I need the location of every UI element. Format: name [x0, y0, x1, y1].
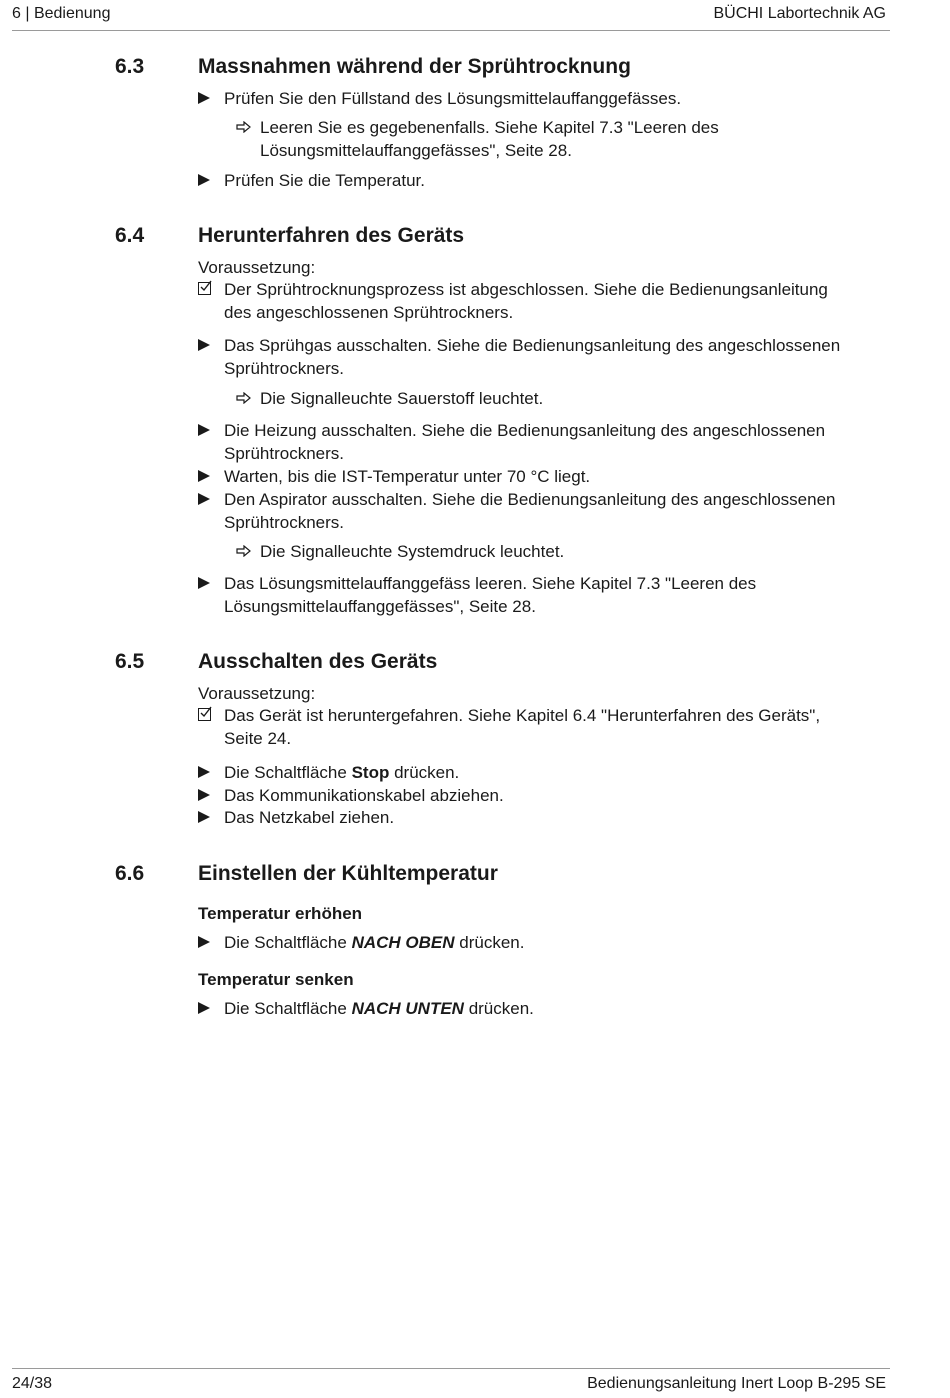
page-number: 24/38 [12, 1375, 53, 1392]
step-triangle-icon [198, 488, 218, 511]
step-triangle-icon [198, 334, 218, 357]
step-item: Das Sprühgas ausschalten. Siehe die Bedienungsanleitung des angeschlossenen Sprühtrockners. [198, 334, 888, 380]
header-company: BÜCHI Labortechnik AG [713, 5, 886, 22]
precondition-label: Voraussetzung: [198, 258, 316, 277]
step-item: Die Schaltfläche NACH UNTEN drücken. [198, 997, 888, 1020]
step-item: Das Kommunikationskabel abziehen. [198, 784, 888, 807]
result-item: Die Signalleuchte Systemdruck leuchtet. [236, 540, 886, 563]
result-item: Die Signalleuchte Sauerstoff leuchtet. [236, 387, 886, 410]
step-triangle-icon [198, 465, 218, 488]
step-triangle-icon [198, 784, 218, 807]
page-footer [12, 1368, 890, 1398]
document-title: Bedienungsanleitung Inert Loop B-295 SE [587, 1375, 886, 1392]
step-item: Den Aspirator ausschalten. Siehe die Bedienungsanleitung des angeschlossenen Sprühtrockners. [198, 488, 888, 534]
step-triangle-icon [198, 87, 218, 110]
section-title: Herunterfahren des Geräts [198, 224, 465, 247]
step-item: Die Schaltfläche NACH OBEN drücken. [198, 931, 888, 954]
step-triangle-icon [198, 169, 218, 192]
step-triangle-icon [198, 931, 218, 954]
section-number: 6.5 [115, 650, 145, 673]
header-chapter: 6 | Bedienung [12, 5, 111, 22]
section-title: Ausschalten des Geräts [198, 650, 438, 673]
precondition-label: Voraussetzung: [198, 684, 316, 703]
result-item: Leeren Sie es gegebenenfalls. Siehe Kapitel 7.3 "Leeren des Lösungsmittelauffanggefässes", Seite 28. [236, 116, 886, 162]
result-arrow-icon [236, 116, 252, 139]
step-item: Warten, bis die IST-Temperatur unter 70 °C liegt. [198, 465, 888, 488]
step-triangle-icon [198, 761, 218, 784]
page-header [12, 4, 890, 31]
section-number: 6.4 [115, 224, 145, 247]
result-arrow-icon [236, 540, 252, 563]
step-item: Die Heizung ausschalten. Siehe die Bedienungsanleitung des angeschlossenen Sprühtrockners. [198, 419, 888, 465]
step-triangle-icon [198, 572, 218, 595]
step-item: Prüfen Sie den Füllstand des Lösungsmittelauffanggefässes. [198, 87, 888, 110]
subheading: Temperatur erhöhen [198, 904, 363, 923]
checkbox-icon [198, 278, 218, 301]
step-item: Prüfen Sie die Temperatur. [198, 169, 888, 192]
step-triangle-icon [198, 997, 218, 1020]
precondition-item: Das Gerät ist heruntergefahren. Siehe Kapitel 6.4 "Herunterfahren des Geräts", Seite 24. [198, 704, 888, 750]
subheading: Temperatur senken [198, 970, 354, 989]
precondition-item: Der Sprühtrocknungsprozess ist abgeschlossen. Siehe die Bedienungsanleitung des angeschlossenen Sprühtrockners. [198, 278, 888, 324]
step-item: Das Netzkabel ziehen. [198, 806, 888, 829]
step-item: Die Schaltfläche Stop drücken. [198, 761, 888, 784]
checkbox-icon [198, 704, 218, 727]
step-triangle-icon [198, 806, 218, 829]
section-number: 6.3 [115, 55, 145, 78]
step-triangle-icon [198, 419, 218, 442]
result-arrow-icon [236, 387, 252, 410]
section-number: 6.6 [115, 862, 145, 885]
section-title: Massnahmen während der Sprühtrocknung [198, 55, 631, 78]
section-title: Einstellen der Kühltemperatur [198, 862, 498, 885]
step-item: Das Lösungsmittelauffanggefäss leeren. Siehe Kapitel 7.3 "Leeren des Lösungsmittelauffanggefässes", Seite 28. [198, 572, 888, 618]
